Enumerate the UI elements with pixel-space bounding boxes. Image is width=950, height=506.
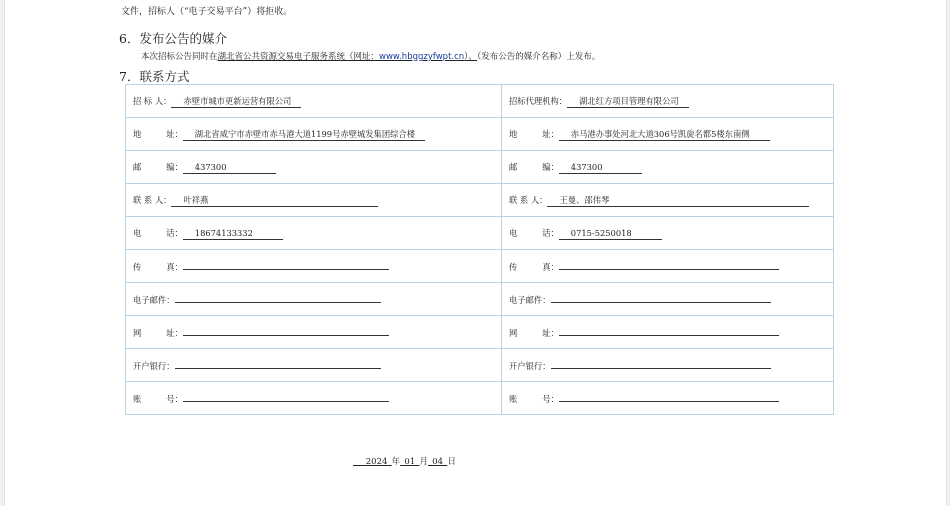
- contact-cell-left-fax: [126, 250, 502, 283]
- contact-row: [126, 316, 834, 349]
- field-value: 437300: [183, 162, 277, 174]
- blank-fill-line: [175, 293, 381, 303]
- field-value: 18674133332: [183, 228, 283, 240]
- contact-row: [126, 151, 834, 184]
- field-value: 王曼、邵伟琴: [547, 195, 809, 207]
- contact-cell-right-email: [502, 283, 834, 316]
- field-value: 0715-5250018: [559, 228, 662, 240]
- field-value: 叶祥燕: [171, 195, 378, 207]
- section-6-heading: 6．发布公告的媒介: [119, 31, 227, 46]
- blank-fill-line: [183, 326, 389, 336]
- contact-cell-right-website: [502, 316, 834, 349]
- field-label: 传 真：: [133, 261, 183, 272]
- field-value: 赤马港办事处河北大道306号凯旋名都5楼东南侧: [559, 129, 770, 141]
- contact-cell-left-contact: [126, 184, 502, 217]
- contact-row: [126, 217, 834, 250]
- section-7-heading: 7．联系方式: [119, 69, 190, 84]
- date-day: 04: [432, 457, 444, 467]
- field-value: 437300: [559, 162, 643, 174]
- date-month: 01: [404, 457, 416, 467]
- announcement-date: 2024 年 01 月 04 日: [353, 455, 456, 467]
- blank-fill-line: [183, 392, 389, 402]
- field-label: 联 系 人：: [509, 194, 548, 205]
- contact-cell-left-website: [126, 316, 502, 349]
- field-label: 电 话：: [133, 227, 183, 238]
- document-page: [4, 0, 947, 506]
- contact-cell-left-phone: [126, 217, 502, 250]
- field-label: 电子邮件：: [509, 294, 551, 305]
- contact-cell-right-contact: [502, 184, 834, 217]
- field-label: 邮 编：: [509, 161, 559, 172]
- contact-cell-right-fax: [502, 250, 834, 283]
- field-value: 赤壁市城市更新运营有限公司: [171, 96, 301, 108]
- field-label: 开户银行：: [509, 360, 551, 371]
- contact-row: [126, 283, 834, 316]
- contact-cell-left-email: [126, 283, 502, 316]
- pub-text-prefix: 本次招标公告同时在: [141, 52, 218, 62]
- contact-row: [126, 349, 834, 382]
- media-url-link[interactable]: www.hbggzyfwpt.cn: [379, 52, 465, 62]
- blank-fill-line: [559, 326, 779, 336]
- date-year: 2024: [365, 457, 388, 467]
- field-value: 湖北省咸宁市赤壁市赤马港大道1199号赤壁城发集团综合楼: [183, 129, 425, 141]
- contact-cell-right-address: [502, 118, 834, 151]
- contact-cell-right-account: [502, 382, 834, 415]
- intro-line: 文件，招标人（“电子交易平台”）将拒收。: [121, 7, 293, 17]
- field-label: 电 话：: [509, 227, 559, 238]
- contact-cell-right-postcode: [502, 151, 834, 184]
- blank-fill-line: [559, 260, 779, 270]
- field-value: 湖北红方项目管理有限公司: [567, 96, 689, 108]
- contact-cell-left-address: [126, 118, 502, 151]
- field-label: 邮 编：: [133, 161, 183, 172]
- contact-cell-left-account: [126, 382, 502, 415]
- contact-row: [126, 250, 834, 283]
- field-label: 招标代理机构：: [509, 95, 568, 106]
- blank-fill-line: [551, 359, 771, 369]
- field-label: 网 址：: [133, 327, 183, 338]
- contact-cell-right-bank: [502, 349, 834, 382]
- field-label: 电子邮件：: [133, 294, 175, 305]
- contact-row: [126, 184, 834, 217]
- field-label: 招 标 人：: [133, 95, 172, 106]
- contact-row: [126, 85, 834, 118]
- field-label: 开户银行：: [133, 360, 175, 371]
- contact-cell-left-tenderer: [126, 85, 502, 118]
- contact-cell-right-phone: [502, 217, 834, 250]
- blank-fill-line: [183, 260, 389, 270]
- field-label: 传 真：: [509, 261, 559, 272]
- field-label: 地 址：: [509, 128, 559, 139]
- blank-fill-line: [175, 359, 381, 369]
- pub-text-suffix: （发布公告的媒介名称）上发布。: [476, 52, 601, 62]
- blank-fill-line: [551, 293, 771, 303]
- field-label: 账 号：: [509, 393, 559, 404]
- blank-fill-line: [559, 392, 779, 402]
- contact-row: [126, 382, 834, 415]
- pub-media-name: 湖北省公共资源交易电子服务系统（网址：www.hbggzyfwpt.cn）、: [217, 52, 477, 62]
- field-label: 地 址：: [133, 128, 183, 139]
- field-label: 联 系 人：: [133, 194, 172, 205]
- contact-cell-right-tenderer: [502, 85, 834, 118]
- field-label: 账 号：: [133, 393, 183, 404]
- contact-cell-left-postcode: [126, 151, 502, 184]
- contact-cell-left-bank: [126, 349, 502, 382]
- field-label: 网 址：: [509, 327, 559, 338]
- contact-row: [126, 118, 834, 151]
- publication-media-line: [141, 50, 600, 62]
- contact-table: [125, 84, 834, 415]
